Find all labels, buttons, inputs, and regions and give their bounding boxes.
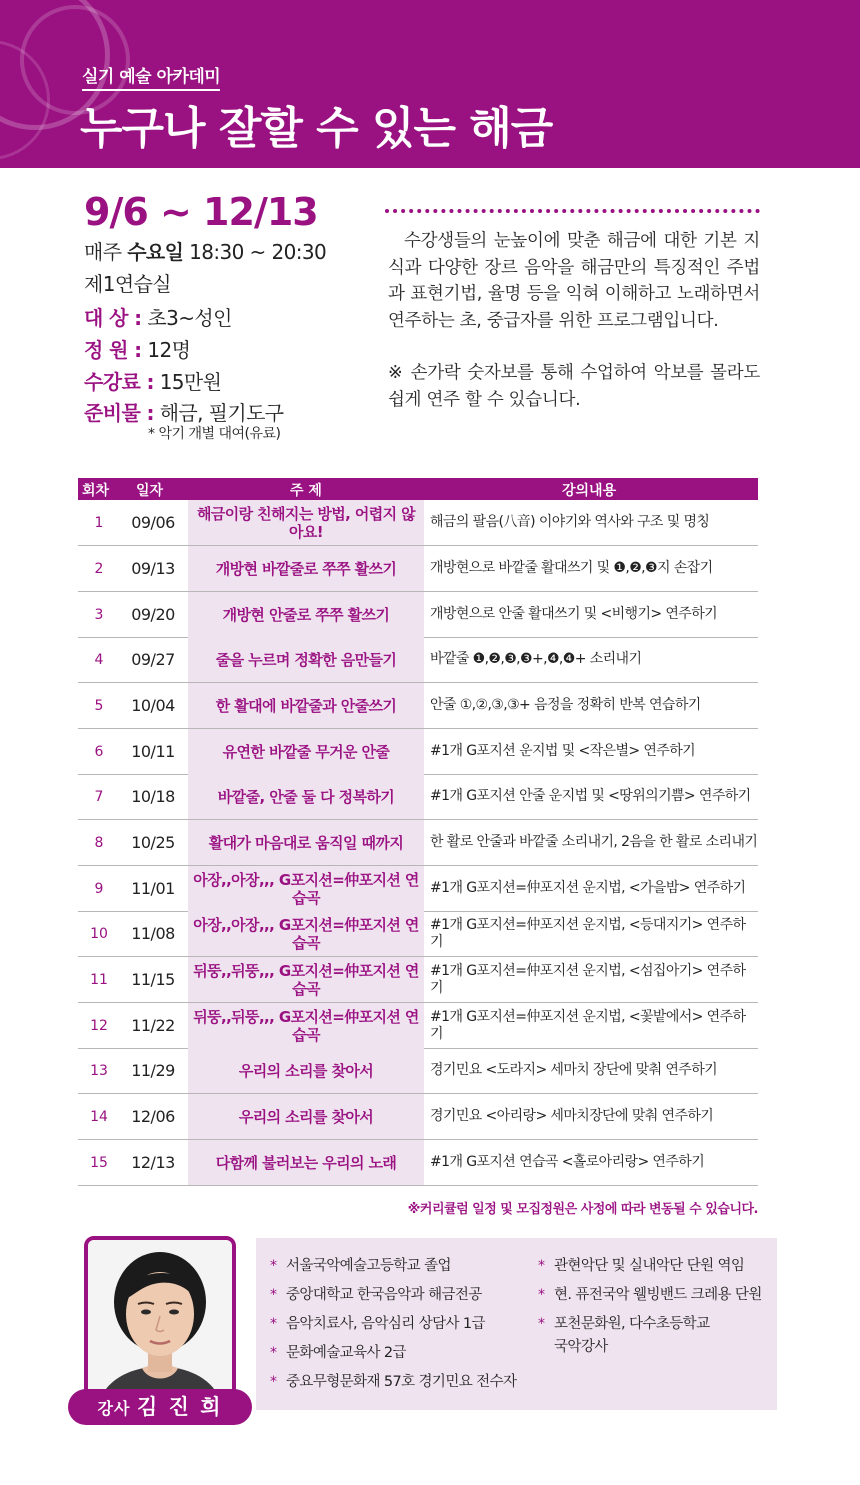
session-content: 안줄 ①,②,③,③+ 음정을 정확히 반복 연습하기	[430, 697, 701, 713]
session-content: #1개 G포지션=仲포지션 운지법, <섬집아기> 연주하기	[430, 962, 746, 996]
capacity-label: 정 원 :	[84, 338, 142, 362]
bullet-star-icon: *	[270, 1258, 277, 1274]
profile-item-continuation: 국악강사	[554, 1339, 608, 1355]
profile-item	[270, 1372, 516, 1401]
session-content: #1개 G포지션=仲포지션 운지법, <가을밤> 연주하기	[430, 880, 746, 896]
table-row	[78, 546, 758, 592]
profile-item	[270, 1256, 516, 1285]
schedule-day: 수요일	[127, 240, 184, 264]
fee-value: 15만원	[159, 370, 222, 394]
supplies-line	[84, 397, 284, 426]
table-row	[78, 1094, 758, 1140]
instructor-name: 김 진 희	[137, 1395, 223, 1419]
profile-item	[270, 1314, 516, 1343]
session-content: 해금의 팔음(八音) 이야기와 역사와 구조 및 명칭	[430, 514, 710, 530]
session-date: 10/25	[131, 833, 175, 852]
bullet-star-icon: *	[538, 1287, 545, 1303]
session-date: 11/01	[131, 879, 175, 898]
session-content: 경기민요 <도라지> 세마치 장단에 맞춰 연주하기	[430, 1062, 718, 1078]
bullet-star-icon: *	[270, 1345, 277, 1361]
table-row	[78, 1003, 758, 1049]
session-topic: 유연한 바깥줄 무거운 안줄	[188, 729, 424, 774]
profile-list-left	[270, 1256, 516, 1401]
session-date: 09/06	[131, 513, 175, 532]
profile-item-text: 관현악단 및 실내악단 단원 역임	[554, 1258, 745, 1274]
session-content: #1개 G포지션 연습곡 <홀로아리랑> 연주하기	[430, 1154, 705, 1170]
schedule-prefix: 매주	[84, 240, 128, 264]
session-content: 개방현으로 바깥줄 활대쓰기 및 ❶,❷,❸지 손잡기	[430, 560, 713, 576]
table-row	[78, 592, 758, 638]
session-date: 10/04	[131, 696, 175, 715]
profile-item-text: 서울국악예술고등학교 졸업	[286, 1258, 451, 1274]
bullet-star-icon: *	[270, 1287, 277, 1303]
session-date: 09/20	[131, 605, 175, 624]
session-content: 개방현으로 안줄 활대쓰기 및 <비행기> 연주하기	[430, 606, 718, 622]
table-row	[78, 729, 758, 775]
session-number: 4	[94, 651, 104, 668]
session-content: 바깥줄 ❶,❷,❸,❸+,❹,❹+ 소리내기	[430, 651, 642, 667]
session-number: 7	[94, 788, 104, 805]
session-number: 6	[94, 743, 104, 760]
table-row	[78, 637, 758, 683]
bullet-star-icon: *	[270, 1374, 277, 1390]
session-number: 13	[90, 1062, 108, 1079]
session-date: 10/18	[131, 787, 175, 806]
table-row	[78, 866, 758, 912]
session-date: 09/27	[131, 650, 175, 669]
capacity-value: 12명	[147, 338, 191, 362]
session-topic: 개방현 안줄로 쭈쭈 활쓰기	[188, 592, 424, 637]
session-topic: 아장,,아장,,, G포지션=仲포지션 연습곡	[188, 866, 424, 911]
session-topic: 아장,,아장,,, G포지션=仲포지션 연습곡	[188, 911, 424, 956]
curriculum-footnote: ※커리큘럼 일정 및 모집정원은 사정에 따라 변동될 수 있습니다.	[407, 1202, 758, 1217]
session-topic: 활대가 마음대로 움직일 때까지	[188, 820, 424, 865]
session-number: 8	[94, 834, 104, 851]
table-row	[78, 820, 758, 866]
header-date: 일자	[136, 483, 164, 499]
session-number: 12	[90, 1017, 108, 1034]
session-date: 09/13	[131, 559, 175, 578]
session-number: 11	[90, 971, 108, 988]
table-row	[78, 500, 758, 546]
session-content: #1개 G포지션 안줄 운지법 및 <땅위의기쁨> 연주하기	[430, 788, 751, 804]
target-line	[84, 302, 232, 331]
session-number: 10	[90, 925, 108, 942]
session-content: #1개 G포지션=仲포지션 운지법, <꽃밭에서> 연주하기	[430, 1008, 746, 1042]
profile-item	[538, 1256, 762, 1285]
session-topic: 뒤뚱,,뒤뚱,,, G포지션=仲포지션 연습곡	[188, 1003, 424, 1048]
course-description	[388, 228, 760, 413]
session-topic: 우리의 소리를 찾아서	[188, 1094, 424, 1139]
profile-item-text: 문화예술교육사 2급	[286, 1345, 406, 1361]
session-content: #1개 G포지션=仲포지션 운지법, <등대지기> 연주하기	[430, 916, 746, 950]
schedule-line	[84, 236, 326, 265]
session-topic: 뒤뚱,,뒤뚱,,, G포지션=仲포지션 연습곡	[188, 957, 424, 1002]
header-banner	[0, 0, 860, 168]
table-row	[78, 774, 758, 820]
fee-label: 수강료 :	[84, 370, 154, 394]
session-date: 11/15	[131, 970, 175, 989]
session-date: 11/08	[131, 924, 175, 943]
table-row	[78, 683, 758, 729]
session-topic: 해금이랑 친해지는 방법, 어렵지 않아요!	[188, 500, 424, 545]
supplies-value: 해금, 필기도구	[159, 401, 284, 425]
profile-item-text: 음악치료사, 음악심리 상담사 1급	[286, 1316, 485, 1332]
bullet-star-icon: *	[538, 1316, 545, 1332]
supplies-note: * 악기 개별 대여(유료)	[148, 426, 281, 442]
session-number: 14	[90, 1108, 108, 1125]
session-topic: 한 활대에 바깥줄과 안줄쓰기	[188, 683, 424, 728]
capacity-line	[84, 334, 190, 363]
session-date: 12/06	[131, 1107, 175, 1126]
header-session: 회차	[82, 483, 110, 499]
instructor-profile	[256, 1238, 777, 1410]
session-number: 2	[94, 560, 104, 577]
session-date: 10/11	[131, 742, 175, 761]
session-content: #1개 G포지션 운지법 및 <작은별> 연주하기	[430, 743, 696, 759]
table-row	[78, 1140, 758, 1186]
page-title: 누구나 잘할 수 있는 해금	[80, 103, 553, 154]
bullet-star-icon: *	[538, 1258, 545, 1274]
supplies-label: 준비물 :	[84, 401, 154, 425]
dotted-divider	[385, 209, 760, 213]
session-topic: 우리의 소리를 찾아서	[188, 1048, 424, 1093]
instructor-name-tag	[68, 1389, 252, 1425]
session-topic: 개방현 바깥줄로 쭈쭈 활쓰기	[188, 546, 424, 591]
schedule-time: 18:30 ~ 20:30	[183, 240, 327, 264]
session-topic: 다함께 불러보는 우리의 노래	[188, 1140, 424, 1185]
header-content: 강의내용	[562, 483, 617, 499]
header-topic: 주 제	[290, 483, 322, 499]
profile-item-text: 포천문화원, 다수초등학교	[554, 1316, 710, 1332]
description-note: ※ 손가락 숫자보를 통해 수업하여 악보를 몰라도 쉽게 연주 할 수 있습니다.	[388, 363, 760, 410]
session-number: 15	[90, 1154, 108, 1171]
academy-label: 실기 예술 아카데미	[82, 62, 220, 91]
table-row	[78, 911, 758, 957]
course-dates: 9/6 ~ 12/13	[84, 190, 318, 234]
profile-item	[538, 1285, 762, 1314]
target-value: 초3~성인	[147, 306, 232, 330]
fee-line	[84, 366, 221, 395]
profile-item-text: 현. 퓨전국악 웰빙밴드 크레용 단원	[554, 1287, 762, 1303]
session-content: 경기민요 <아리랑> 세마치장단에 맞춰 연주하기	[430, 1108, 714, 1124]
profile-item	[270, 1285, 516, 1314]
session-topic: 줄을 누르며 정확한 음만들기	[188, 637, 424, 682]
session-number: 9	[94, 880, 104, 897]
portrait-image	[88, 1240, 232, 1412]
profile-list-right	[538, 1256, 762, 1366]
session-content: 한 활로 안줄과 바깥줄 소리내기, 2음을 한 활로 소리내기	[430, 834, 758, 850]
session-number: 3	[94, 606, 104, 623]
session-date: 11/22	[131, 1016, 175, 1035]
room: 제1연습실	[84, 272, 172, 296]
profile-item-text: 중앙대학교 한국음악과 해금전공	[286, 1287, 482, 1303]
session-number: 5	[94, 697, 104, 714]
table-header	[78, 478, 758, 500]
session-date: 11/29	[131, 1061, 175, 1080]
target-label: 대 상 :	[84, 306, 142, 330]
session-number: 1	[94, 514, 104, 531]
profile-item-text: 중요무형문화재 57호 경기민요 전수자	[286, 1374, 517, 1390]
session-topic: 바깥줄, 안줄 둘 다 정복하기	[188, 774, 424, 819]
profile-item	[270, 1343, 516, 1372]
instructor-title: 강사	[97, 1399, 137, 1418]
table-row	[78, 957, 758, 1003]
bullet-star-icon: *	[270, 1316, 277, 1332]
table-row	[78, 1048, 758, 1094]
session-date: 12/13	[131, 1153, 175, 1172]
description-paragraph: 수강생들의 눈높이에 맞춘 해금에 대한 기본 지식과 다양한 장르 음악을 해금만의 특징적인 주법과 표현기법, 율명 등을 익혀 이해하고 노래하면서 연주하는 초, 중급자를 위한 프로그램입니다.	[388, 231, 760, 331]
